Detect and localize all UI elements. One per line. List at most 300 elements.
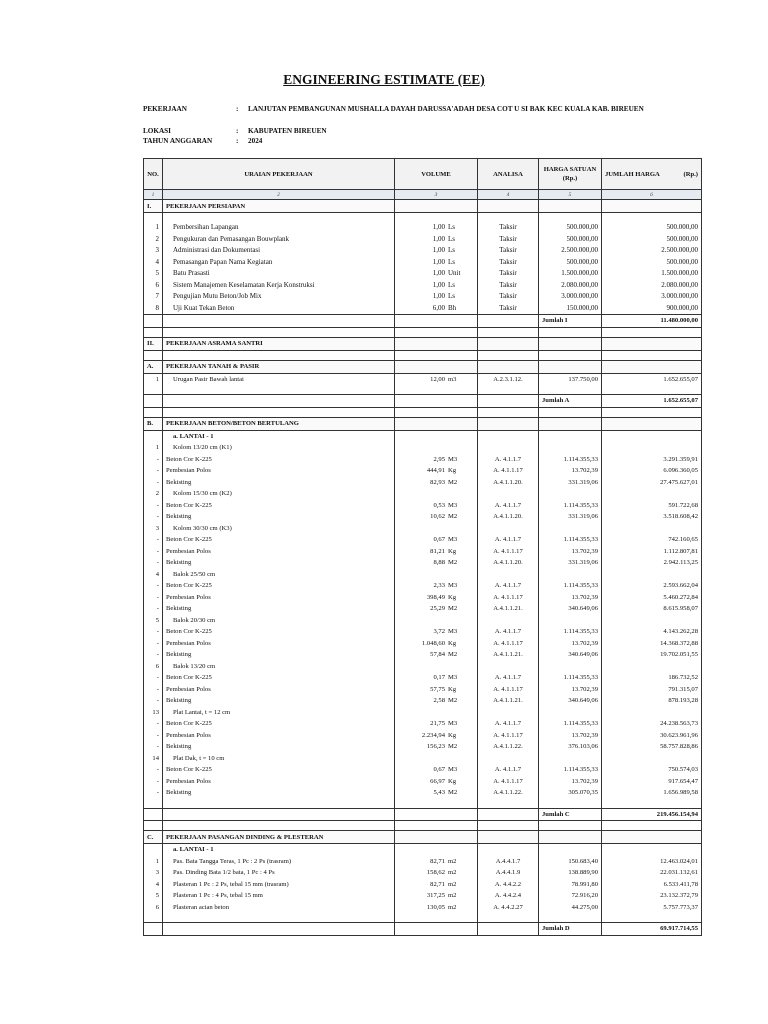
subtotal-value: 69.917.714,55 (602, 923, 702, 936)
row-no: - (144, 546, 163, 558)
row-no: - (144, 534, 163, 546)
row-harga-satuan: 13.702,39 (539, 638, 602, 650)
volume-unit: m3 (448, 375, 457, 383)
empty-cell (395, 799, 478, 809)
blank-row (144, 799, 702, 809)
row-jumlah-harga: 58.757.828,86 (602, 741, 702, 753)
empty-cell (602, 417, 702, 430)
row-description: Pembesian Polos (163, 684, 395, 696)
table-row (144, 280, 702, 292)
row-volume (395, 569, 478, 581)
row-volume (395, 649, 478, 661)
row-harga-satuan: 340.649,06 (539, 649, 602, 661)
row-jumlah-harga (602, 661, 702, 673)
row-volume (395, 291, 478, 303)
empty-cell (602, 385, 702, 395)
row-no: 5 (144, 615, 163, 627)
volume-value: 2,33 (433, 582, 445, 590)
row-harga-satuan: 1.114.355,33 (539, 500, 602, 512)
row-analisa: A. 4.1.1.7 (478, 534, 539, 546)
row-description: Uji Kuat Tekan Beton (163, 303, 395, 315)
row-harga-satuan: 13.702,39 (539, 730, 602, 742)
volume-value: 398,49 (426, 593, 445, 601)
row-analisa: A.2.3.1.12. (478, 373, 539, 385)
volume-unit: Bh (448, 303, 457, 312)
volume-unit: M2 (448, 789, 458, 797)
row-analisa: A. 4.1.1.17 (478, 465, 539, 477)
table-row (144, 787, 702, 799)
empty-cell (395, 407, 478, 417)
row-harga-satuan (539, 569, 602, 581)
row-description: Beton Cor K-225 (163, 454, 395, 466)
section-row (144, 417, 702, 430)
index-cell: 2 (163, 190, 395, 200)
row-jumlah-harga: 6.096.360,05 (602, 465, 702, 477)
row-analisa: Taksir (478, 257, 539, 269)
subtotal-row (144, 808, 702, 821)
row-harga-satuan: 500.000,00 (539, 222, 602, 234)
header-harga-satuan: HARGA SATUAN (Rp.) (539, 159, 602, 190)
table-row (144, 707, 702, 719)
row-jumlah-harga: 1.112.807,81 (602, 546, 702, 558)
volume-unit: m2 (448, 903, 457, 911)
empty-cell (478, 831, 539, 844)
empty-cell (144, 350, 163, 360)
table-row (144, 465, 702, 477)
row-no: - (144, 718, 163, 730)
row-jumlah-harga (602, 707, 702, 719)
table-row (144, 257, 702, 269)
volume-unit: Kg (448, 547, 457, 555)
empty-cell (478, 808, 539, 821)
row-harga-satuan: 1.114.355,33 (539, 718, 602, 730)
row-description: Beton Cor K-225 (163, 500, 395, 512)
empty-cell (395, 395, 478, 408)
empty-cell (144, 799, 163, 809)
blank-row (144, 350, 702, 360)
row-analisa: Taksir (478, 268, 539, 280)
empty-cell (163, 821, 395, 831)
volume-value: 1,00 (432, 292, 445, 301)
volume-unit: Kg (448, 639, 457, 647)
row-description: Pemasangan Papan Nama Kegiatan (163, 257, 395, 269)
row-no: - (144, 465, 163, 477)
row-harga-satuan (539, 442, 602, 454)
row-analisa (478, 707, 539, 719)
row-volume (395, 268, 478, 280)
row-volume (395, 638, 478, 650)
volume-value: 10,62 (430, 513, 445, 521)
row-analisa: A.4.1.1.22. (478, 741, 539, 753)
row-volume (395, 234, 478, 246)
row-description: Plat Dak, t = 10 cm (163, 753, 395, 765)
row-volume (395, 707, 478, 719)
row-analisa: A. 4.1.1.17 (478, 638, 539, 650)
table-header-row (144, 159, 702, 190)
row-volume (395, 603, 478, 615)
row-no: 5 (144, 268, 163, 280)
row-jumlah-harga: 1.656.989,58 (602, 787, 702, 799)
meta-value: 2024 (248, 137, 263, 145)
row-no: 1 (144, 373, 163, 385)
row-harga-satuan: 137.750,00 (539, 373, 602, 385)
subtotal-row (144, 923, 702, 936)
row-description: Beton Cor K-225 (163, 534, 395, 546)
subtotal-label: Jumlah C (539, 808, 602, 821)
row-analisa: Taksir (478, 291, 539, 303)
volume-unit: Kg (448, 731, 457, 739)
header-analisa: ANALISA (478, 159, 539, 190)
empty-cell (144, 327, 163, 337)
empty-cell (602, 337, 702, 350)
volume-value: 0,53 (433, 501, 445, 509)
row-no: - (144, 684, 163, 696)
empty-cell (163, 213, 395, 223)
subtotal-label: Jumlah I (539, 315, 602, 328)
row-no: - (144, 787, 163, 799)
meta-key: TAHUN ANGGARAN (143, 137, 213, 145)
volume-unit: M2 (448, 605, 458, 613)
row-harga-satuan: 150.000,00 (539, 303, 602, 315)
row-harga-satuan: 376.103,06 (539, 741, 602, 753)
empty-cell (395, 327, 478, 337)
row-no: 1 (144, 222, 163, 234)
row-no: II. (144, 337, 163, 350)
row-no: 3 (144, 523, 163, 535)
row-no: 4 (144, 257, 163, 269)
row-description: Bekisting (163, 557, 395, 569)
row-description: Beton Cor K-225 (163, 672, 395, 684)
row-description: Beton Cor K-225 (163, 626, 395, 638)
table-row (144, 603, 702, 615)
row-jumlah-harga (602, 569, 702, 581)
volume-value: 0,17 (433, 674, 445, 682)
empty-cell (144, 808, 163, 821)
empty-cell (395, 430, 478, 442)
empty-cell (163, 315, 395, 328)
subtotal-value: 219.456.154,94 (602, 808, 702, 821)
row-jumlah-harga: 500.000,00 (602, 257, 702, 269)
row-jumlah-harga: 3.000.000,00 (602, 291, 702, 303)
table-row (144, 511, 702, 523)
empty-cell (602, 913, 702, 923)
row-jumlah-harga: 5.460.272,84 (602, 592, 702, 604)
empty-cell (144, 395, 163, 408)
meta-colon: : (236, 127, 239, 135)
row-analisa: A.4.1.1.21. (478, 649, 539, 661)
empty-cell (395, 808, 478, 821)
volume-unit: M3 (448, 628, 458, 636)
row-description: Pengujian Mutu Beton/Job Mix (163, 291, 395, 303)
table-row (144, 741, 702, 753)
volume-unit: M3 (448, 455, 458, 463)
row-volume (395, 615, 478, 627)
row-volume (395, 523, 478, 535)
row-no: 13 (144, 707, 163, 719)
subtotal-row (144, 315, 702, 328)
volume-unit: M3 (448, 501, 458, 509)
table-row (144, 569, 702, 581)
row-description: Bekisting (163, 695, 395, 707)
row-analisa (478, 488, 539, 500)
table-row (144, 661, 702, 673)
row-volume (395, 879, 478, 891)
row-no: 1 (144, 856, 163, 868)
row-volume (395, 787, 478, 799)
row-description: Pembesian Polos (163, 776, 395, 788)
meta-value: KABUPATEN BIREUEN (248, 127, 327, 135)
row-harga-satuan: 78.991,80 (539, 879, 602, 891)
row-volume (395, 303, 478, 315)
volume-value: 1,00 (432, 234, 445, 243)
row-jumlah-harga: 742.160,65 (602, 534, 702, 546)
table-row (144, 580, 702, 592)
volume-value: 156,23 (426, 743, 445, 751)
row-jumlah-harga: 23.132.372,79 (602, 890, 702, 902)
document-title: ENGINEERING ESTIMATE (EE) (283, 72, 485, 87)
subtotal-label: Jumlah D (539, 923, 602, 936)
row-harga-satuan: 305.070,35 (539, 787, 602, 799)
row-jumlah-harga: 750.574,03 (602, 764, 702, 776)
empty-cell (478, 213, 539, 223)
row-analisa: A. 4.1.1.17 (478, 730, 539, 742)
empty-cell (395, 385, 478, 395)
volume-value: 82,71 (430, 857, 445, 865)
row-no: - (144, 695, 163, 707)
row-harga-satuan: 340.649,06 (539, 603, 602, 615)
volume-value: 317,25 (426, 892, 445, 900)
row-no: I. (144, 200, 163, 213)
volume-unit: Ls (448, 280, 455, 289)
header-no: NO. (144, 159, 163, 190)
table-row (144, 764, 702, 776)
row-no: 5 (144, 890, 163, 902)
row-description: Batu Prasasti (163, 268, 395, 280)
row-analisa: A. 4.1.1.7 (478, 626, 539, 638)
empty-cell (602, 350, 702, 360)
empty-cell (144, 821, 163, 831)
volume-unit: Ls (448, 257, 455, 266)
row-volume (395, 684, 478, 696)
empty-cell (478, 407, 539, 417)
row-analisa: A. 4.1.1.17 (478, 546, 539, 558)
row-description: Balok 25/50 cm (163, 569, 395, 581)
row-volume (395, 730, 478, 742)
table-row (144, 638, 702, 650)
empty-cell (602, 799, 702, 809)
row-harga-satuan: 2.080.000,00 (539, 280, 602, 292)
row-harga-satuan: 3.000.000,00 (539, 291, 602, 303)
volume-value: 2.234,94 (421, 731, 445, 739)
empty-cell (478, 385, 539, 395)
row-harga-satuan: 13.702,39 (539, 592, 602, 604)
table-row (144, 477, 702, 489)
row-analisa (478, 523, 539, 535)
empty-cell (163, 327, 395, 337)
row-volume (395, 718, 478, 730)
table-row (144, 890, 702, 902)
row-jumlah-harga: 1.652.655,07 (602, 373, 702, 385)
volume-unit: Unit (448, 269, 461, 278)
section-title: PEKERJAAN TANAH & PASIR (163, 360, 395, 373)
empty-cell (602, 213, 702, 223)
empty-cell (395, 831, 478, 844)
row-analisa (478, 615, 539, 627)
header-jumlah-unit: (Rp.) (683, 170, 698, 178)
row-jumlah-harga: 6.533.411,78 (602, 879, 702, 891)
volume-value: 2,95 (433, 455, 445, 463)
volume-unit: Ls (448, 223, 455, 232)
row-harga-satuan: 1.114.355,33 (539, 626, 602, 638)
row-analisa: A.4.1.1.20. (478, 511, 539, 523)
row-analisa: Taksir (478, 245, 539, 257)
table-row (144, 291, 702, 303)
row-no: - (144, 454, 163, 466)
table-row (144, 718, 702, 730)
row-harga-satuan: 331.319,06 (539, 511, 602, 523)
empty-cell (395, 213, 478, 223)
empty-cell (539, 350, 602, 360)
row-jumlah-harga: 19.702.051,55 (602, 649, 702, 661)
row-harga-satuan: 1.500.000,00 (539, 268, 602, 280)
row-harga-satuan: 2.500.000,00 (539, 245, 602, 257)
meta-tahun-anggaran (143, 137, 703, 147)
row-analisa: A. 4.1.1.17 (478, 684, 539, 696)
empty-cell (478, 200, 539, 213)
empty-cell (144, 315, 163, 328)
empty-cell (395, 913, 478, 923)
row-description: Beton Cor K-225 (163, 718, 395, 730)
volume-value: 57,75 (430, 685, 445, 693)
table-row (144, 615, 702, 627)
volume-value: 3,72 (433, 628, 445, 636)
volume-unit: Ls (448, 292, 455, 301)
empty-cell (395, 337, 478, 350)
row-analisa (478, 661, 539, 673)
row-harga-satuan: 331.319,06 (539, 477, 602, 489)
volume-value: 82,71 (430, 880, 445, 888)
volume-value: 2,58 (433, 697, 445, 705)
volume-value: 6,00 (432, 303, 445, 312)
row-no: 7 (144, 291, 163, 303)
empty-cell (539, 213, 602, 223)
row-volume (395, 776, 478, 788)
empty-cell (478, 821, 539, 831)
row-volume (395, 661, 478, 673)
row-description: Bekisting (163, 511, 395, 523)
row-description: Pengukuran dan Pemasangan Bouwplank (163, 234, 395, 246)
row-analisa: A. 4.1.1.7 (478, 500, 539, 512)
row-description: Bekisting (163, 741, 395, 753)
row-jumlah-harga: 500.000,00 (602, 222, 702, 234)
row-description: Pembersihan Lapangan (163, 222, 395, 234)
volume-unit: M2 (448, 559, 458, 567)
row-description: Beton Cor K-225 (163, 764, 395, 776)
empty-cell (395, 923, 478, 936)
blank-row (144, 821, 702, 831)
row-analisa: A.4.1.1.22. (478, 787, 539, 799)
blank-row (144, 327, 702, 337)
table-row (144, 592, 702, 604)
row-harga-satuan: 150.683,40 (539, 856, 602, 868)
row-description: Balok 20/30 cm (163, 615, 395, 627)
row-volume (395, 477, 478, 489)
row-volume (395, 534, 478, 546)
empty-cell (478, 417, 539, 430)
row-harga-satuan (539, 523, 602, 535)
empty-cell (395, 844, 478, 856)
volume-value: 5,43 (433, 789, 445, 797)
row-harga-satuan (539, 488, 602, 500)
volume-unit: M3 (448, 720, 458, 728)
volume-value: 21,75 (430, 720, 445, 728)
row-no: 6 (144, 902, 163, 914)
table-body (144, 200, 702, 936)
row-no: B. (144, 417, 163, 430)
table-row (144, 879, 702, 891)
row-volume (395, 465, 478, 477)
row-volume (395, 672, 478, 684)
row-jumlah-harga: 30.623.961,96 (602, 730, 702, 742)
index-cell: 3 (395, 190, 478, 200)
row-no: 3 (144, 245, 163, 257)
row-description: Sistem Manajemen Keselamatan Kerja Konstruksi (163, 280, 395, 292)
row-harga-satuan: 13.702,39 (539, 684, 602, 696)
empty-cell (602, 360, 702, 373)
row-no: 2 (144, 488, 163, 500)
row-jumlah-harga: 2.500.000,00 (602, 245, 702, 257)
empty-cell (478, 799, 539, 809)
empty-cell (539, 844, 602, 856)
empty-cell (478, 913, 539, 923)
row-description: Balok 13/20 cm (163, 661, 395, 673)
header-jumlah-harga (602, 159, 702, 190)
row-analisa: A. 4.1.1.7 (478, 718, 539, 730)
empty-cell (144, 213, 163, 223)
row-jumlah-harga (602, 753, 702, 765)
row-no: 6 (144, 280, 163, 292)
row-description: Bekisting (163, 477, 395, 489)
row-description: Plat Lantai, t = 12 cm (163, 707, 395, 719)
row-harga-satuan: 500.000,00 (539, 234, 602, 246)
row-jumlah-harga: 1.500.000,00 (602, 268, 702, 280)
empty-cell (478, 360, 539, 373)
row-description: Bekisting (163, 603, 395, 615)
empty-cell (539, 417, 602, 430)
volume-value: 130,05 (426, 903, 445, 911)
row-description: Plasteran acian beton (163, 902, 395, 914)
table-row (144, 902, 702, 914)
row-jumlah-harga: 27.475.627,01 (602, 477, 702, 489)
row-no: 4 (144, 569, 163, 581)
row-volume (395, 764, 478, 776)
row-analisa (478, 569, 539, 581)
row-jumlah-harga: 3.291.359,91 (602, 454, 702, 466)
row-volume (395, 488, 478, 500)
empty-cell (163, 923, 395, 936)
row-jumlah-harga (602, 615, 702, 627)
section-title: PEKERJAAN PERSIAPAN (163, 200, 395, 213)
row-no: - (144, 580, 163, 592)
blank-row (144, 913, 702, 923)
row-description: Kolom 13/20 cm (K1) (163, 442, 395, 454)
row-harga-satuan (539, 707, 602, 719)
volume-unit: m2 (448, 857, 457, 865)
row-no: - (144, 500, 163, 512)
row-volume (395, 626, 478, 638)
row-no: A. (144, 360, 163, 373)
volume-value: 1,00 (432, 246, 445, 255)
